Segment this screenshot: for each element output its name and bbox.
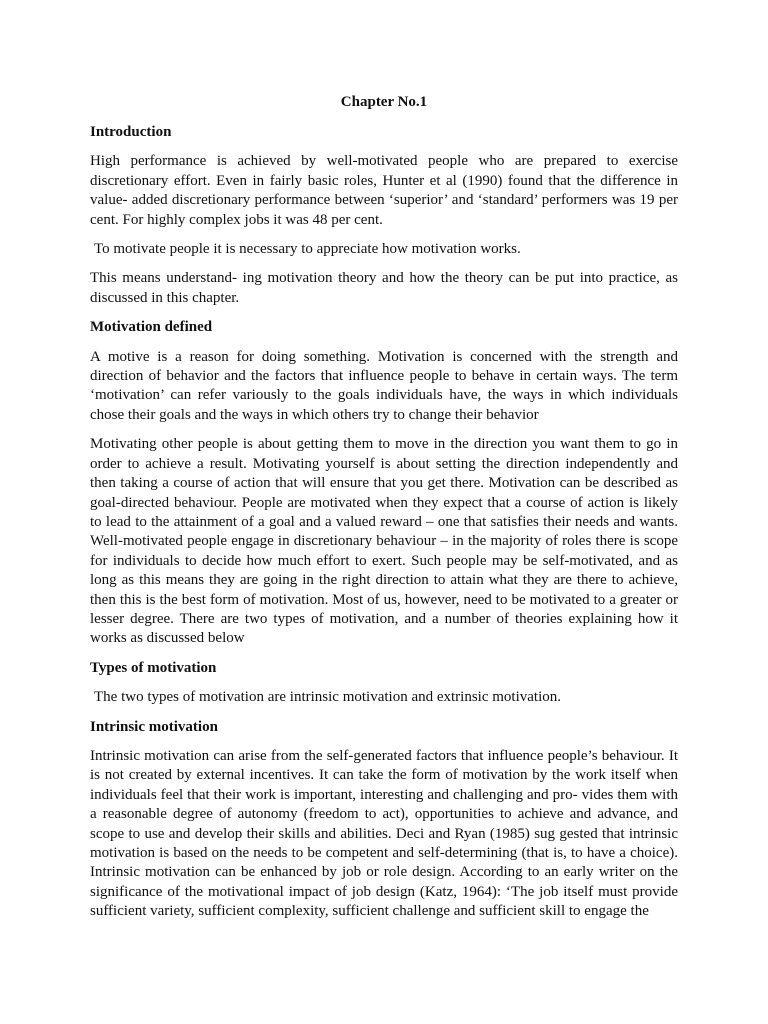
paragraph-intro-1: High performance is achieved by well-motivated people who are prepared to exercise discretionary effort. Even in fairly basic roles, Hunter et al (1990) found that the difference in value- added discretionary performance between ‘superior’ and ‘standard’ performers was 19 per cent. For highly complex jobs it was 48 per cent. <box>90 153 678 228</box>
heading-intrinsic-motivation: Intrinsic motivation <box>90 718 218 735</box>
paragraph-motivation-defined-1: A motive is a reason for doing something. Motivation is concerned with the strength and direction of behavior and the factors that influence people to behave in certain ways. The term ‘motivation’ can refer variously to the goals individuals have, the ways in which individuals chose their goals and the ways in which others try to change their behavior <box>90 348 678 423</box>
heading-motivation-defined: Motivation defined <box>90 319 213 336</box>
chapter-title: Chapter No.1 <box>340 94 428 110</box>
heading-introduction: Introduction <box>90 124 172 140</box>
document-page <box>90 92 678 932</box>
paragraph-intro-2: To motivate people it is necessary to appreciate how motivation works. <box>94 241 521 258</box>
paragraph-intrinsic-motivation-1: Intrinsic motivation can arise from the self-generated factors that influence people’s behaviour. It is not created by external incentives. It can take the form of motivation by the work itself when individuals feel that their work is important, interesting and challenging and pro- vides them with a reasonable degree of autonomy (freedom to act), opportunities to achieve and advance, and scope to use and develop their skills and abilities. Deci and Ryan (1985) sug gested that intrinsic motivation is based on the needs to be competent and self-determining (that is, to have a choice). Intrinsic motivation can be enhanced by job or role design. According to an early writer on the significance of the motivational impact of job design (Katz, 1964): ‘The job itself must provide sufficient variety, sufficient complexity, sufficient challenge and sufficient skill to engage the <box>90 747 678 920</box>
paragraph-motivation-defined-2: Motivating other people is about getting them to move in the direction you want them to go in order to achieve a result. Motivating yourself is about setting the direction independently and then taking a course of action that will ensure that you get there. Motivation can be described as goal-directed behaviour. People are motivated when they expect that a course of action is likely to lead to the attainment of a goal and a valued reward – one that satisfies their needs and wants. Well-motivated people engage in discretionary behaviour – in the majority of roles there is scope for individuals to decide how much effort to exert. Such people may be self-motivated, and as long as this means they are going in the right direction to attain what they are there to achieve, then this is the best form of motivation. Most of us, however, need to be motivated to a greater or lesser degree. There are two types of motivation, and a number of theories explaining how it works as discussed below <box>90 436 678 647</box>
heading-types-of-motivation: Types of motivation <box>90 659 217 676</box>
paragraph-types-of-motivation-1: The two types of motivation are intrinsic motivation and extrinsic motivation. <box>94 689 561 706</box>
paragraph-intro-3: This means understand- ing motivation theory and how the theory can be put into practice, as discussed in this chapter. <box>90 270 678 306</box>
